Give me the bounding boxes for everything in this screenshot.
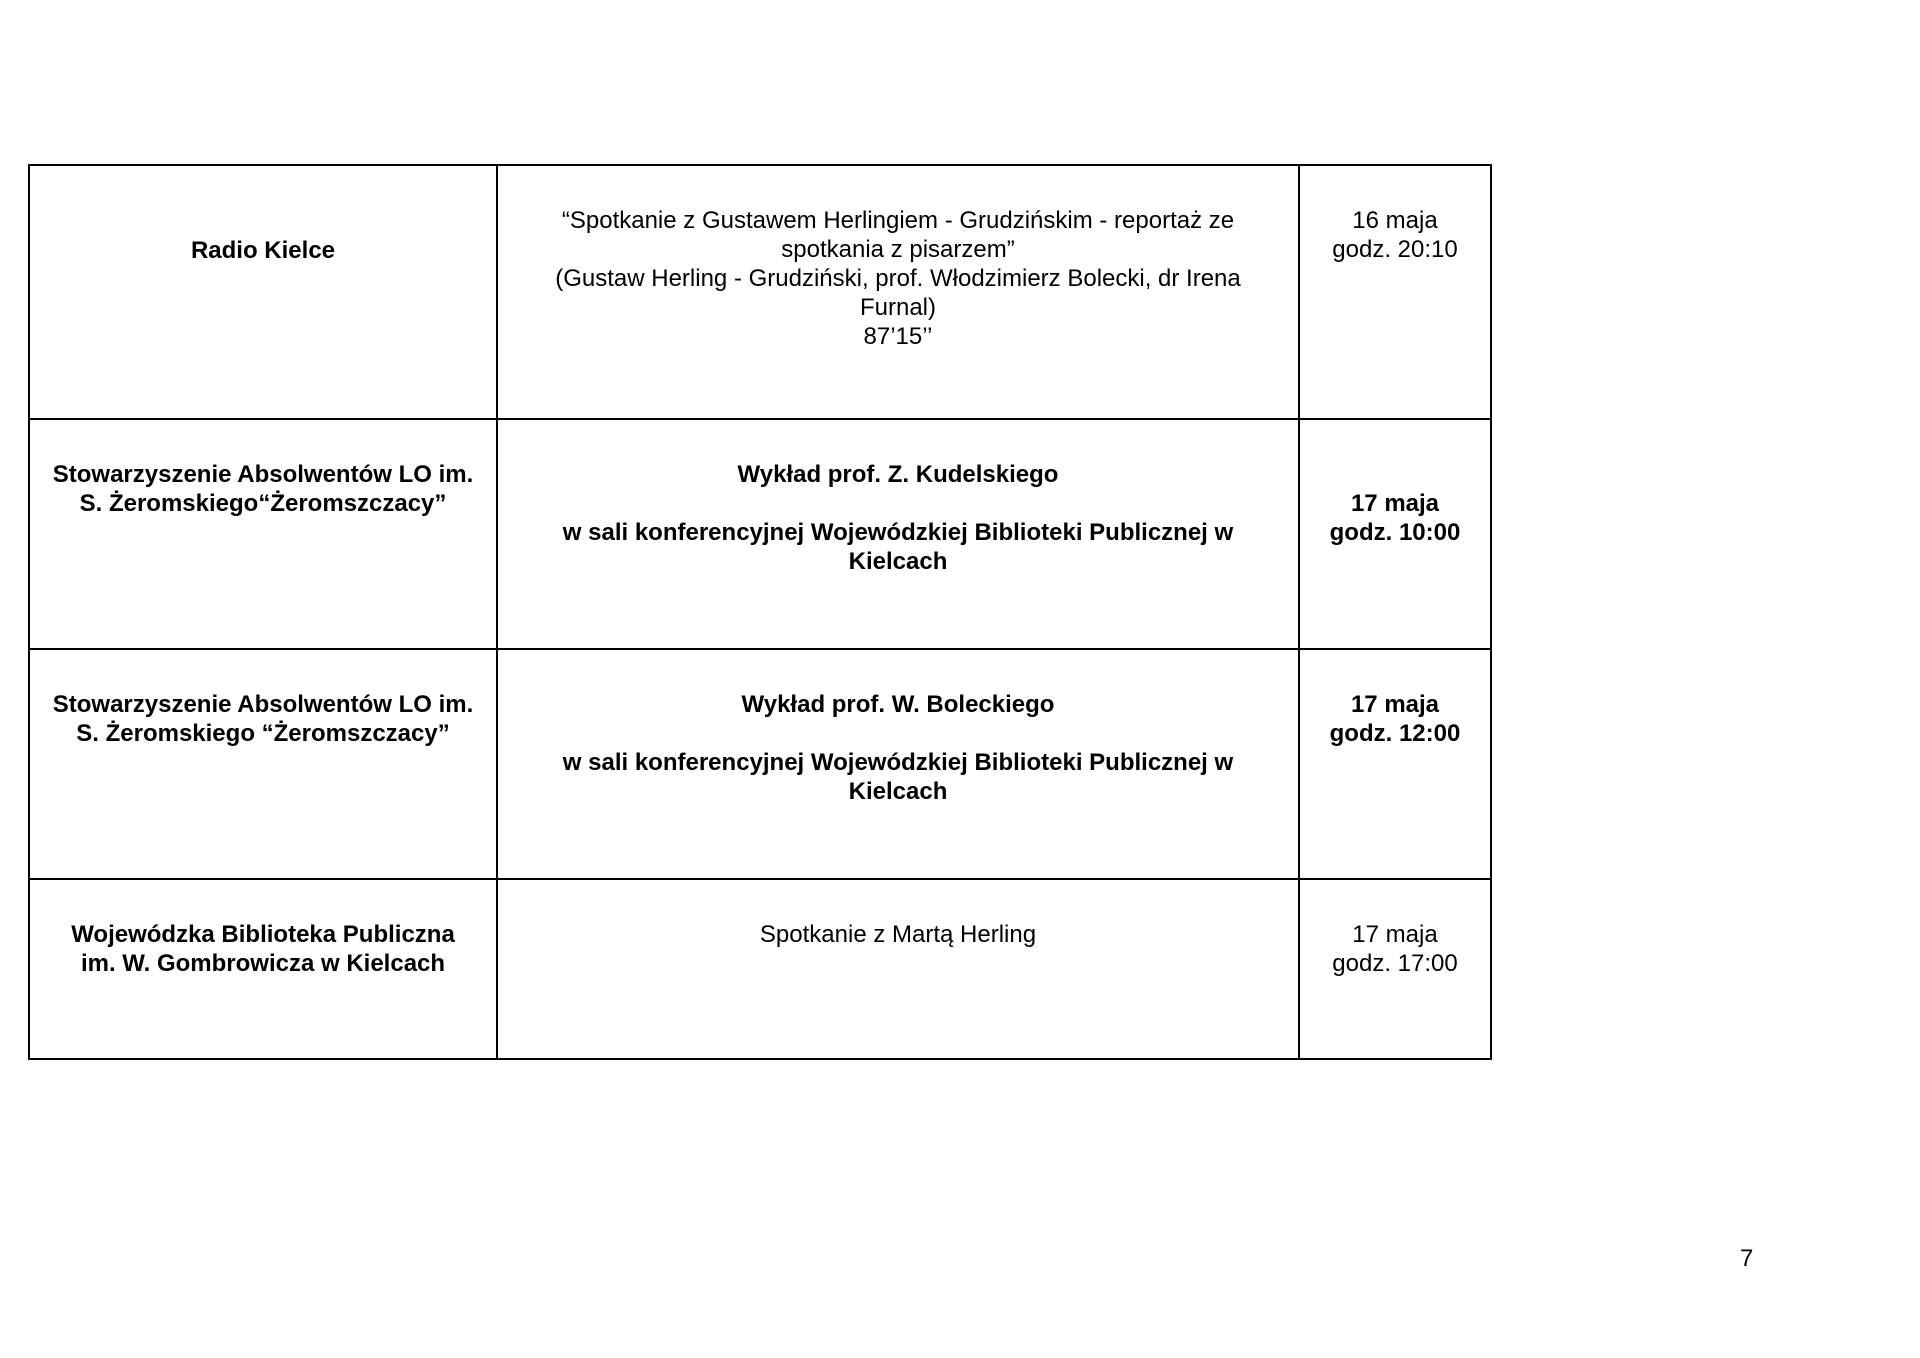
event-time: godz. 10:00 (1329, 519, 1461, 546)
table-row (29, 419, 1491, 649)
organizer-cell (29, 165, 497, 419)
date-cell (1299, 419, 1491, 649)
organizer-name-line: im. W. Gombrowicza w Kielcach (80, 950, 446, 977)
event-title: Wykład prof. W. Boleckiego (741, 691, 1055, 718)
organizer-cell (29, 419, 497, 649)
event-time: godz. 12:00 (1329, 720, 1461, 747)
event-time: godz. 20:10 (1332, 236, 1458, 263)
event-time: godz. 17:00 (1332, 950, 1458, 977)
organizer-name-line: Wojewódzka Biblioteka Publiczna (71, 921, 455, 948)
event-text-line: Furnal) (859, 294, 937, 321)
event-cell (497, 419, 1299, 649)
line-spacer (510, 489, 1286, 518)
organizer-name-line: S. Żeromskiego“Żeromszczacy” (79, 490, 447, 517)
event-text-line: (Gustaw Herling - Grudziński, prof. Włodzimierz Bolecki, dr Irena (555, 265, 1241, 292)
event-date: 16 maja (1352, 207, 1438, 234)
event-date: 17 maja (1350, 490, 1440, 517)
date-cell (1299, 165, 1491, 419)
page-number: 7 (1740, 1245, 1754, 1272)
event-venue-line: w sali konferencyjnej Wojewódzkiej Biblioteki Publicznej w (562, 519, 1234, 546)
organizer-cell (29, 649, 497, 879)
event-text-line: “Spotkanie z Gustawem Herlingiem - Grudzińskim - reportaż ze (561, 207, 1235, 234)
event-venue-line: Kielcach (848, 778, 948, 805)
events-table (28, 164, 1492, 1060)
event-date: 17 maja (1350, 691, 1440, 718)
event-duration: 87’15’’ (863, 323, 933, 350)
date-cell (1299, 649, 1491, 879)
line-spacer (510, 719, 1286, 748)
organizer-cell (29, 879, 497, 1059)
event-cell (497, 649, 1299, 879)
table-row (29, 879, 1491, 1059)
event-cell (497, 165, 1299, 419)
event-venue-line: w sali konferencyjnej Wojewódzkiej Biblioteki Publicznej w (562, 749, 1234, 776)
organizer-name: Radio Kielce (190, 237, 336, 264)
event-venue-line: Kielcach (848, 548, 948, 575)
event-title: Wykład prof. Z. Kudelskiego (737, 461, 1059, 488)
event-cell (497, 879, 1299, 1059)
event-text-line: spotkania z pisarzem” (781, 236, 1015, 263)
event-date: 17 maja (1352, 921, 1438, 948)
organizer-name-line: S. Żeromskiego “Żeromszczacy” (76, 720, 450, 747)
line-spacer (1312, 460, 1478, 489)
organizer-name-line: Stowarzyszenie Absolwentów LO im. (52, 461, 474, 488)
organizer-name-line: Stowarzyszenie Absolwentów LO im. (52, 691, 474, 718)
event-title: Spotkanie z Martą Herling (759, 921, 1037, 948)
table-row (29, 165, 1491, 419)
date-cell (1299, 879, 1491, 1059)
table-row (29, 649, 1491, 879)
